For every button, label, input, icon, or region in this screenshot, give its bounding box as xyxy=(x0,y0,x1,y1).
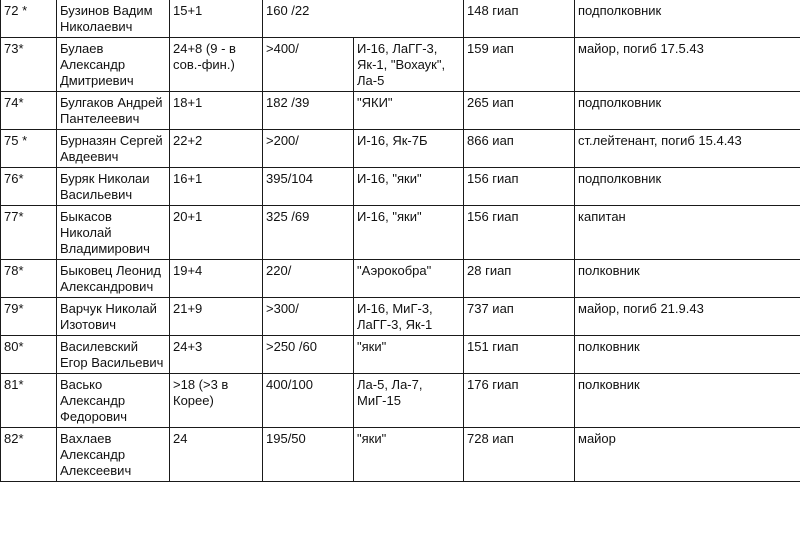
regiment: 156 гиап xyxy=(464,206,575,260)
pilot-name: Быкасов Николай Владимирович xyxy=(57,206,170,260)
row-number: 75 * xyxy=(1,130,57,168)
table-row xyxy=(1,336,800,374)
victories: 15+1 xyxy=(170,0,263,38)
rank: подполковник xyxy=(575,168,800,206)
sorties: 220/ xyxy=(263,260,354,298)
sorties: 195/50 xyxy=(263,428,354,482)
aircraft: И-16, ЛаГГ-3, Як-1, "Вохаук", Ла-5 xyxy=(354,38,464,92)
victories: 22+2 xyxy=(170,130,263,168)
pilot-name: Вахлаев Александр Алексеевич xyxy=(57,428,170,482)
aircraft: "яки" xyxy=(354,336,464,374)
sorties: 395/104 xyxy=(263,168,354,206)
victories: 24 xyxy=(170,428,263,482)
regiment: 728 иап xyxy=(464,428,575,482)
pilot-name: Бузинов Вадим Николаевич xyxy=(57,0,170,38)
aircraft: "ЯКИ" xyxy=(354,92,464,130)
victories: 24+3 xyxy=(170,336,263,374)
regiment: 156 гиап xyxy=(464,168,575,206)
regiment: 28 гиап xyxy=(464,260,575,298)
rank: полковник xyxy=(575,336,800,374)
table-row xyxy=(1,260,800,298)
rank: ст.лейтенант, погиб 15.4.43 xyxy=(575,130,800,168)
victories: 19+4 xyxy=(170,260,263,298)
table-row xyxy=(1,92,800,130)
table-row xyxy=(1,0,800,38)
rank: подполковник xyxy=(575,0,800,38)
table-row xyxy=(1,374,800,428)
pilot-name: Василевский Егор Васильевич xyxy=(57,336,170,374)
sorties: >200/ xyxy=(263,130,354,168)
sorties: 182 /39 xyxy=(263,92,354,130)
row-number: 79* xyxy=(1,298,57,336)
rank: полковник xyxy=(575,374,800,428)
table-row xyxy=(1,428,800,482)
row-number: 77* xyxy=(1,206,57,260)
table-row xyxy=(1,38,800,92)
rank: майор xyxy=(575,428,800,482)
row-number: 76* xyxy=(1,168,57,206)
aircraft: "Аэрокобра" xyxy=(354,260,464,298)
aircraft: И-16, "яки" xyxy=(354,206,464,260)
table-row xyxy=(1,168,800,206)
row-number: 78* xyxy=(1,260,57,298)
sorties: 400/100 xyxy=(263,374,354,428)
aircraft: И-16, Як-7Б xyxy=(354,130,464,168)
row-number: 73* xyxy=(1,38,57,92)
regiment: 176 гиап xyxy=(464,374,575,428)
rank: капитан xyxy=(575,206,800,260)
table-row xyxy=(1,206,800,260)
aircraft xyxy=(354,0,464,38)
sorties: >400/ xyxy=(263,38,354,92)
pilot-name: Бурназян Сергей Авдеевич xyxy=(57,130,170,168)
victories: 18+1 xyxy=(170,92,263,130)
pilot-name: Быковец Леонид Александрович xyxy=(57,260,170,298)
pilot-name: Васько Александр Федорович xyxy=(57,374,170,428)
pilot-name: Булаев Александр Дмитриевич xyxy=(57,38,170,92)
sorties: >250 /60 xyxy=(263,336,354,374)
aircraft: Ла-5, Ла-7, МиГ-15 xyxy=(354,374,464,428)
row-number: 74* xyxy=(1,92,57,130)
regiment: 151 гиап xyxy=(464,336,575,374)
sorties: >300/ xyxy=(263,298,354,336)
victories: >18 (>3 в Корее) xyxy=(170,374,263,428)
victories: 16+1 xyxy=(170,168,263,206)
victories: 21+9 xyxy=(170,298,263,336)
victories: 20+1 xyxy=(170,206,263,260)
row-number: 81* xyxy=(1,374,57,428)
aircraft: И-16, МиГ-3, ЛаГГ-3, Як-1 xyxy=(354,298,464,336)
rank: майор, погиб 17.5.43 xyxy=(575,38,800,92)
table-row xyxy=(1,130,800,168)
victories: 24+8 (9 - в сов.-фин.) xyxy=(170,38,263,92)
regiment: 159 иап xyxy=(464,38,575,92)
row-number: 82* xyxy=(1,428,57,482)
pilot-name: Буряк Николаи Васильевич xyxy=(57,168,170,206)
regiment: 265 иап xyxy=(464,92,575,130)
aircraft: "яки" xyxy=(354,428,464,482)
pilot-name: Варчук Николай Изотович xyxy=(57,298,170,336)
row-number: 72 * xyxy=(1,0,57,38)
row-number: 80* xyxy=(1,336,57,374)
regiment: 866 иап xyxy=(464,130,575,168)
table-row xyxy=(1,298,800,336)
regiment: 148 гиап xyxy=(464,0,575,38)
aircraft: И-16, "яки" xyxy=(354,168,464,206)
sorties: 160 /22 xyxy=(263,0,354,38)
sorties: 325 /69 xyxy=(263,206,354,260)
rank: подполковник xyxy=(575,92,800,130)
pilot-name: Булгаков Андрей Пантелеевич xyxy=(57,92,170,130)
rank: майор, погиб 21.9.43 xyxy=(575,298,800,336)
rank: полковник xyxy=(575,260,800,298)
regiment: 737 иап xyxy=(464,298,575,336)
